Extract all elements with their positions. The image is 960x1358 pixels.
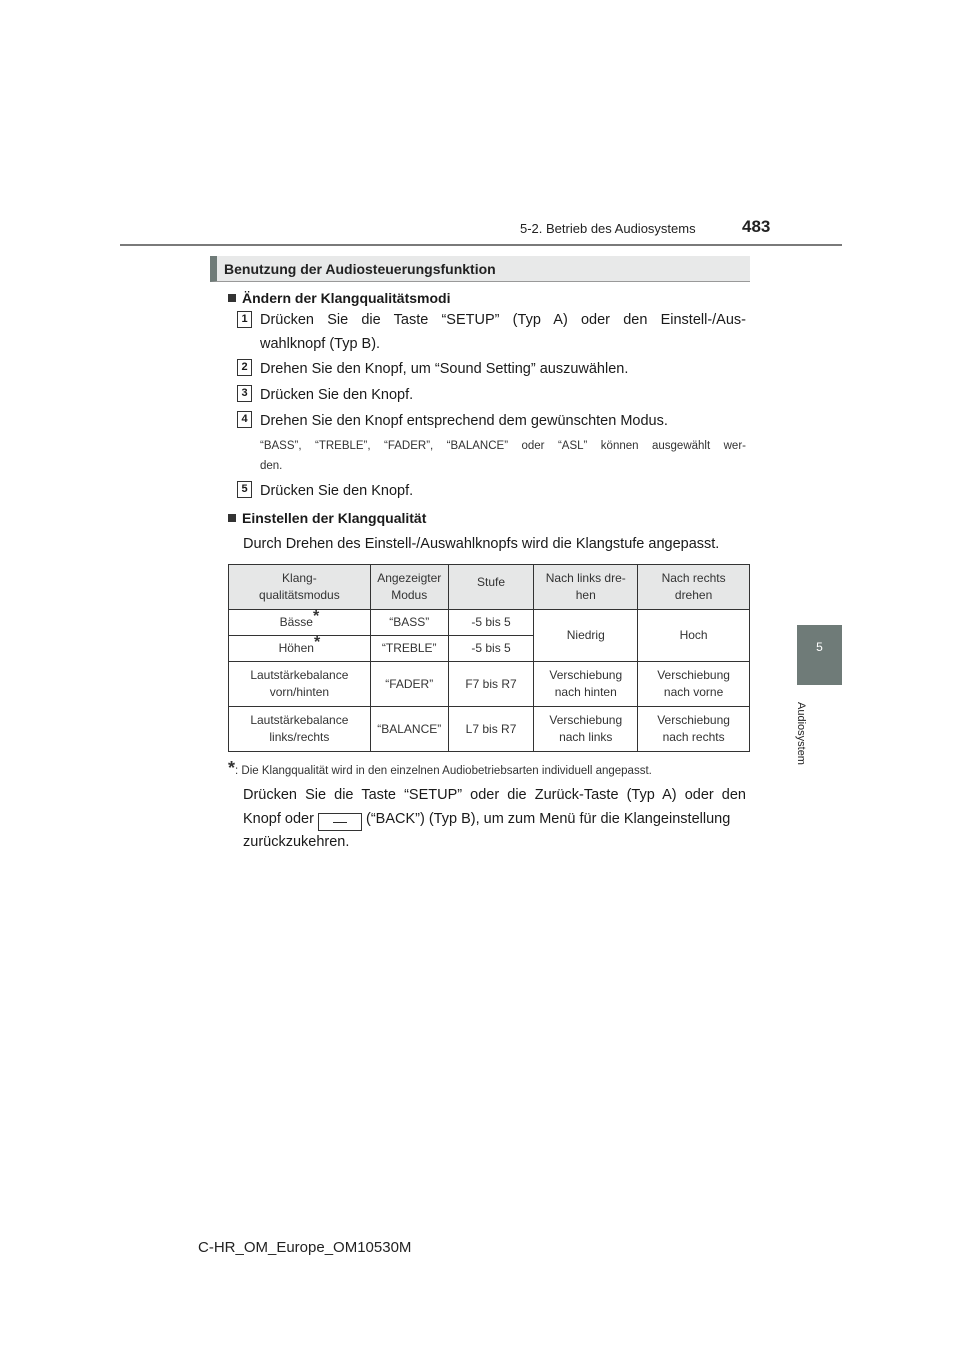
- step-3-text: Drücken Sie den Knopf.: [260, 387, 414, 403]
- table-cell: -5 bis 5: [448, 636, 534, 662]
- heading-adjust-quality: [228, 510, 426, 526]
- table-cell: “BASS”: [370, 610, 448, 636]
- step-2-text: Drehen Sie den Knopf, um “Sound Setting” auszuwählen.: [260, 361, 629, 377]
- header-section: 5-2. Betrieb des Audiosystems: [520, 221, 696, 236]
- table-header-cell: Nach links dre- hen: [534, 565, 638, 610]
- table-row: [229, 662, 750, 707]
- section-title: Benutzung der Audiosteuerungsfunktion: [224, 261, 496, 277]
- footer-document-id: C-HR_OM_Europe_OM10530M: [198, 1239, 412, 1256]
- closing-line-1: Drücken Sie die Taste “SETUP” oder die Zurück-Taste (Typ A) oder den: [243, 787, 746, 803]
- chapter-label: Audiosystem: [795, 702, 807, 765]
- heading-text: Einstellen der Klangqualität: [242, 510, 427, 526]
- table-cell: Lautstärkebalance vorn/hinten: [229, 662, 371, 707]
- step-number-1: 1: [237, 311, 252, 328]
- step-number-4: 4: [237, 411, 252, 428]
- note-line-1: “BASS”, “TREBLE”, “FADER”, “BALANCE” oder “ASL” können ausgewählt wer-: [260, 440, 746, 452]
- step-1-line-2: wahlknopf (Typ B).: [260, 336, 381, 352]
- table-row: [229, 610, 750, 636]
- table-cell: F7 bis R7: [448, 662, 534, 707]
- footnote-marker: *: [228, 758, 236, 778]
- step-1-line-1: Drücken Sie die Taste “SETUP” (Typ A) oder den Einstell-/Aus-: [260, 312, 746, 328]
- step-5-text: Drücken Sie den Knopf.: [260, 483, 414, 499]
- footnote: [228, 758, 652, 781]
- table-cell-merged-left: Niedrig: [534, 610, 638, 662]
- table-cell: Verschiebung nach hinten: [534, 662, 638, 707]
- closing-line-2-post: (“BACK”) (Typ B), um zum Menü für die Klangeinstellung: [366, 811, 731, 827]
- step-number-2: 2: [237, 359, 252, 376]
- sound-quality-table: [228, 564, 750, 752]
- table-cell: “FADER”: [370, 662, 448, 707]
- table-header-row: [229, 565, 750, 610]
- heading-text: Ändern der Klangqualitätsmodi: [242, 290, 451, 306]
- closing-line-3: zurückzukehren.: [243, 834, 350, 850]
- step-number-3: 3: [237, 385, 252, 402]
- table-cell: Verschiebung nach rechts: [638, 707, 750, 752]
- table-cell-merged-right: Hoch: [638, 610, 750, 662]
- step-number-5: 5: [237, 481, 252, 498]
- bullet-square-icon: [228, 294, 236, 302]
- table-cell: “TREBLE”: [370, 636, 448, 662]
- chapter-number: 5: [816, 640, 823, 654]
- table-cell: Verschiebung nach vorne: [638, 662, 750, 707]
- table-cell: Verschiebung nach links: [534, 707, 638, 752]
- closing-line-2-pre: Knopf oder: [243, 811, 314, 827]
- page-number: 483: [742, 217, 771, 236]
- table-cell: L7 bis R7: [448, 707, 534, 752]
- table-cell: Lautstärkebalance links/rechts: [229, 707, 371, 752]
- back-button-icon: —: [318, 813, 362, 831]
- table-cell: Bässe*: [229, 610, 371, 636]
- chapter-tab: [797, 625, 842, 685]
- heading-change-modes: [228, 290, 450, 306]
- table-row: [229, 707, 750, 752]
- adjust-intro: Durch Drehen des Einstell-/Auswahlknopfs wird die Klangstufe angepasst.: [243, 536, 720, 552]
- header-rule: [120, 244, 842, 246]
- bullet-square-icon: [228, 514, 236, 522]
- closing-line-2: [243, 807, 746, 831]
- table-header-cell: Nach rechts drehen: [638, 565, 750, 610]
- step-4-text: Drehen Sie den Knopf entsprechend dem gewünschten Modus.: [260, 413, 668, 429]
- note-line-2: den.: [260, 460, 283, 472]
- table-cell: -5 bis 5: [448, 610, 534, 636]
- table-header-cell: Klang- qualitätsmodus: [229, 565, 371, 610]
- table-header-cell: Angezeigter Modus: [370, 565, 448, 610]
- table-cell: Höhen*: [229, 636, 371, 662]
- table-header-cell: Stufe: [448, 565, 534, 610]
- footnote-text: : Die Klangqualität wird in den einzelnen Audiobetriebsarten individuell angepasst.: [235, 765, 652, 777]
- table-cell: “BALANCE”: [370, 707, 448, 752]
